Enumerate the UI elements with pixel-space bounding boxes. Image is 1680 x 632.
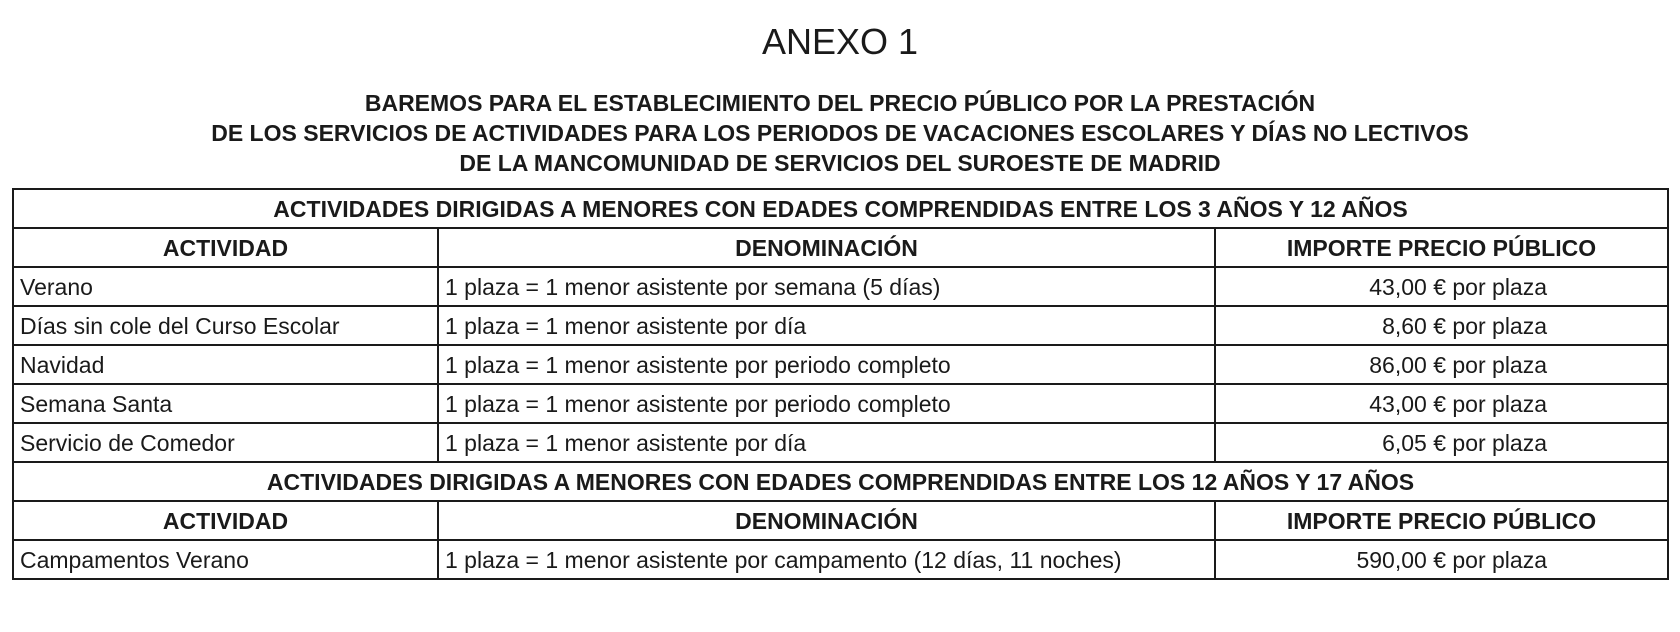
page-title: ANEXO 1 <box>761 21 919 62</box>
column-header-importe: IMPORTE PRECIO PÚBLICO <box>1215 501 1668 540</box>
section-heading-row <box>13 189 1668 228</box>
section-heading: ACTIVIDADES DIRIGIDAS A MENORES CON EDADES COMPRENDIDAS ENTRE LOS 12 AÑOS Y 17 AÑOS <box>13 462 1668 501</box>
table-row <box>13 345 1668 384</box>
cell-denominacion: 1 plaza = 1 menor asistente por día <box>438 423 1215 462</box>
cell-denominacion: 1 plaza = 1 menor asistente por periodo completo <box>438 384 1215 423</box>
column-header-importe: IMPORTE PRECIO PÚBLICO <box>1215 228 1668 267</box>
document-subtitle <box>0 88 1680 178</box>
section-heading-row <box>13 462 1668 501</box>
table-row <box>13 267 1668 306</box>
cell-importe: 43,00 € por plaza <box>1215 267 1668 306</box>
cell-denominacion: 1 plaza = 1 menor asistente por campamento (12 días, 11 noches) <box>438 540 1215 579</box>
cell-importe: 590,00 € por plaza <box>1215 540 1668 579</box>
table-row <box>13 540 1668 579</box>
section-heading: ACTIVIDADES DIRIGIDAS A MENORES CON EDADES COMPRENDIDAS ENTRE LOS 3 AÑOS Y 12 AÑOS <box>13 189 1668 228</box>
subtitle-line-1: BAREMOS PARA EL ESTABLECIMIENTO DEL PRECIO PÚBLICO POR LA PRESTACIÓN <box>364 90 1316 116</box>
cell-actividad: Campamentos Verano <box>13 540 438 579</box>
column-header-actividad: ACTIVIDAD <box>13 228 438 267</box>
cell-actividad: Servicio de Comedor <box>13 423 438 462</box>
cell-denominacion: 1 plaza = 1 menor asistente por día <box>438 306 1215 345</box>
cell-actividad: Verano <box>13 267 438 306</box>
cell-importe: 6,05 € por plaza <box>1215 423 1668 462</box>
fees-table <box>12 188 1669 580</box>
cell-importe: 86,00 € por plaza <box>1215 345 1668 384</box>
subtitle-line-3: DE LA MANCOMUNIDAD DE SERVICIOS DEL SUROESTE DE MADRID <box>459 150 1221 176</box>
cell-denominacion: 1 plaza = 1 menor asistente por semana (5 días) <box>438 267 1215 306</box>
column-header-actividad: ACTIVIDAD <box>13 501 438 540</box>
cell-actividad: Semana Santa <box>13 384 438 423</box>
column-header-denominacion: DENOMINACIÓN <box>438 228 1215 267</box>
cell-actividad: Navidad <box>13 345 438 384</box>
table-row <box>13 306 1668 345</box>
cell-actividad: Días sin cole del Curso Escolar <box>13 306 438 345</box>
column-header-row <box>13 501 1668 540</box>
column-header-denominacion: DENOMINACIÓN <box>438 501 1215 540</box>
cell-importe: 43,00 € por plaza <box>1215 384 1668 423</box>
cell-denominacion: 1 plaza = 1 menor asistente por periodo completo <box>438 345 1215 384</box>
cell-importe: 8,60 € por plaza <box>1215 306 1668 345</box>
table-row <box>13 384 1668 423</box>
table-row <box>13 423 1668 462</box>
column-header-row <box>13 228 1668 267</box>
subtitle-line-2: DE LOS SERVICIOS DE ACTIVIDADES PARA LOS PERIODOS DE VACACIONES ESCOLARES Y DÍAS NO LECTIVOS <box>211 120 1469 146</box>
